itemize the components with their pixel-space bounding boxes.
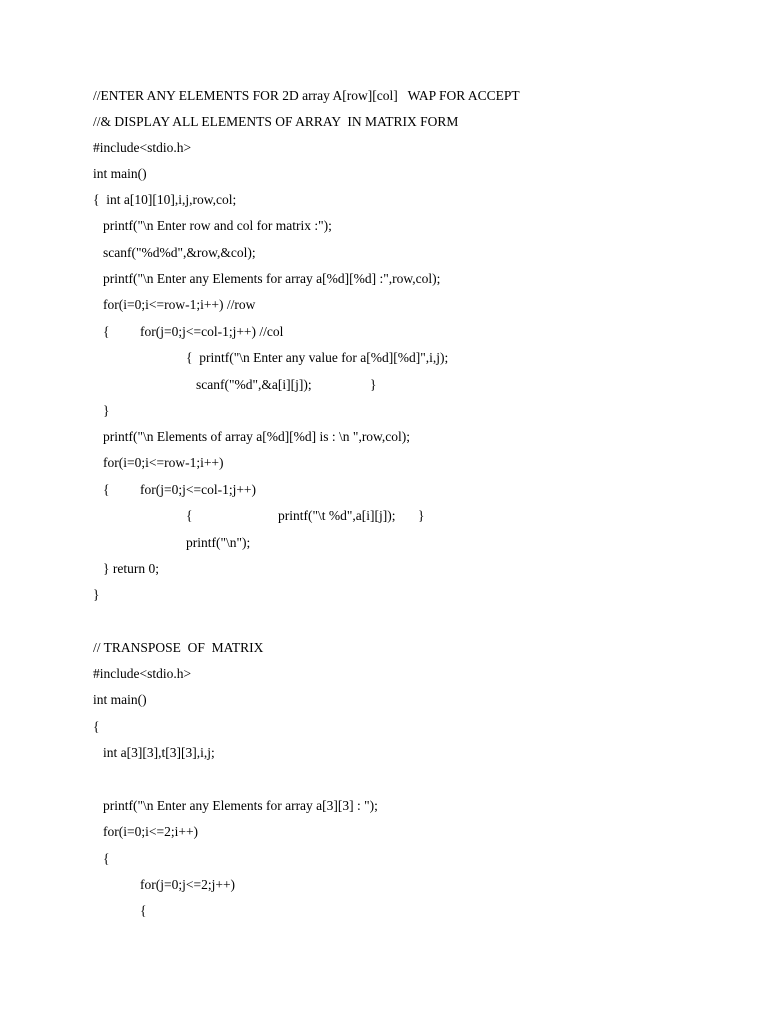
code-line: { bbox=[93, 719, 100, 734]
code-line: { printf("\n Enter any value for a[%d][%d]",i,j); bbox=[186, 350, 449, 365]
code-line: { bbox=[103, 324, 110, 339]
code-line: } bbox=[93, 587, 100, 602]
code-line: } bbox=[103, 403, 110, 418]
code-line: //ENTER ANY ELEMENTS FOR 2D array A[row][col] WAP FOR ACCEPT bbox=[93, 88, 520, 103]
code-line: for(i=0;i<=row-1;i++) //row bbox=[103, 297, 256, 312]
code-line: printf("\n"); bbox=[186, 535, 251, 550]
code-line: for(j=0;j<=col-1;j++) //col bbox=[140, 324, 284, 339]
code-line: } bbox=[418, 508, 425, 523]
code-line: printf("\n Elements of array a[%d][%d] is : \n ",row,col); bbox=[103, 429, 411, 444]
code-line: for(i=0;i<=2;i++) bbox=[103, 824, 199, 839]
code-line: //& DISPLAY ALL ELEMENTS OF ARRAY IN MATRIX FORM bbox=[93, 114, 459, 129]
code-line: { bbox=[103, 482, 110, 497]
code-line: scanf("%d%d",&row,&col); bbox=[103, 245, 256, 260]
code-line: printf("\n Enter any Elements for array a[3][3] : "); bbox=[103, 798, 378, 813]
code-line: #include<stdio.h> bbox=[93, 666, 192, 681]
code-line: for(j=0;j<=col-1;j++) bbox=[140, 482, 257, 497]
code-line: int main() bbox=[93, 692, 147, 707]
code-line: } return 0; bbox=[103, 561, 159, 576]
code-line: { int a[10][10],i,j,row,col; bbox=[93, 192, 237, 207]
code-line: printf("\n Enter any Elements for array a[%d][%d] :",row,col); bbox=[103, 271, 441, 286]
code-line: // TRANSPOSE OF MATRIX bbox=[93, 640, 264, 655]
code-line: { bbox=[140, 903, 147, 918]
code-line: int a[3][3],t[3][3],i,j; bbox=[103, 745, 215, 760]
code-line: { bbox=[103, 851, 110, 866]
code-line: } bbox=[370, 377, 377, 392]
code-line: { bbox=[186, 508, 193, 523]
code-line: for(j=0;j<=2;j++) bbox=[140, 877, 236, 892]
code-line: int main() bbox=[93, 166, 147, 181]
code-line: #include<stdio.h> bbox=[93, 140, 192, 155]
code-line: for(i=0;i<=row-1;i++) bbox=[103, 455, 224, 470]
code-line: scanf("%d",&a[i][j]); bbox=[196, 377, 312, 392]
code-line: printf("\t %d",a[i][j]); bbox=[278, 508, 396, 523]
code-line: printf("\n Enter row and col for matrix :"); bbox=[103, 218, 332, 233]
